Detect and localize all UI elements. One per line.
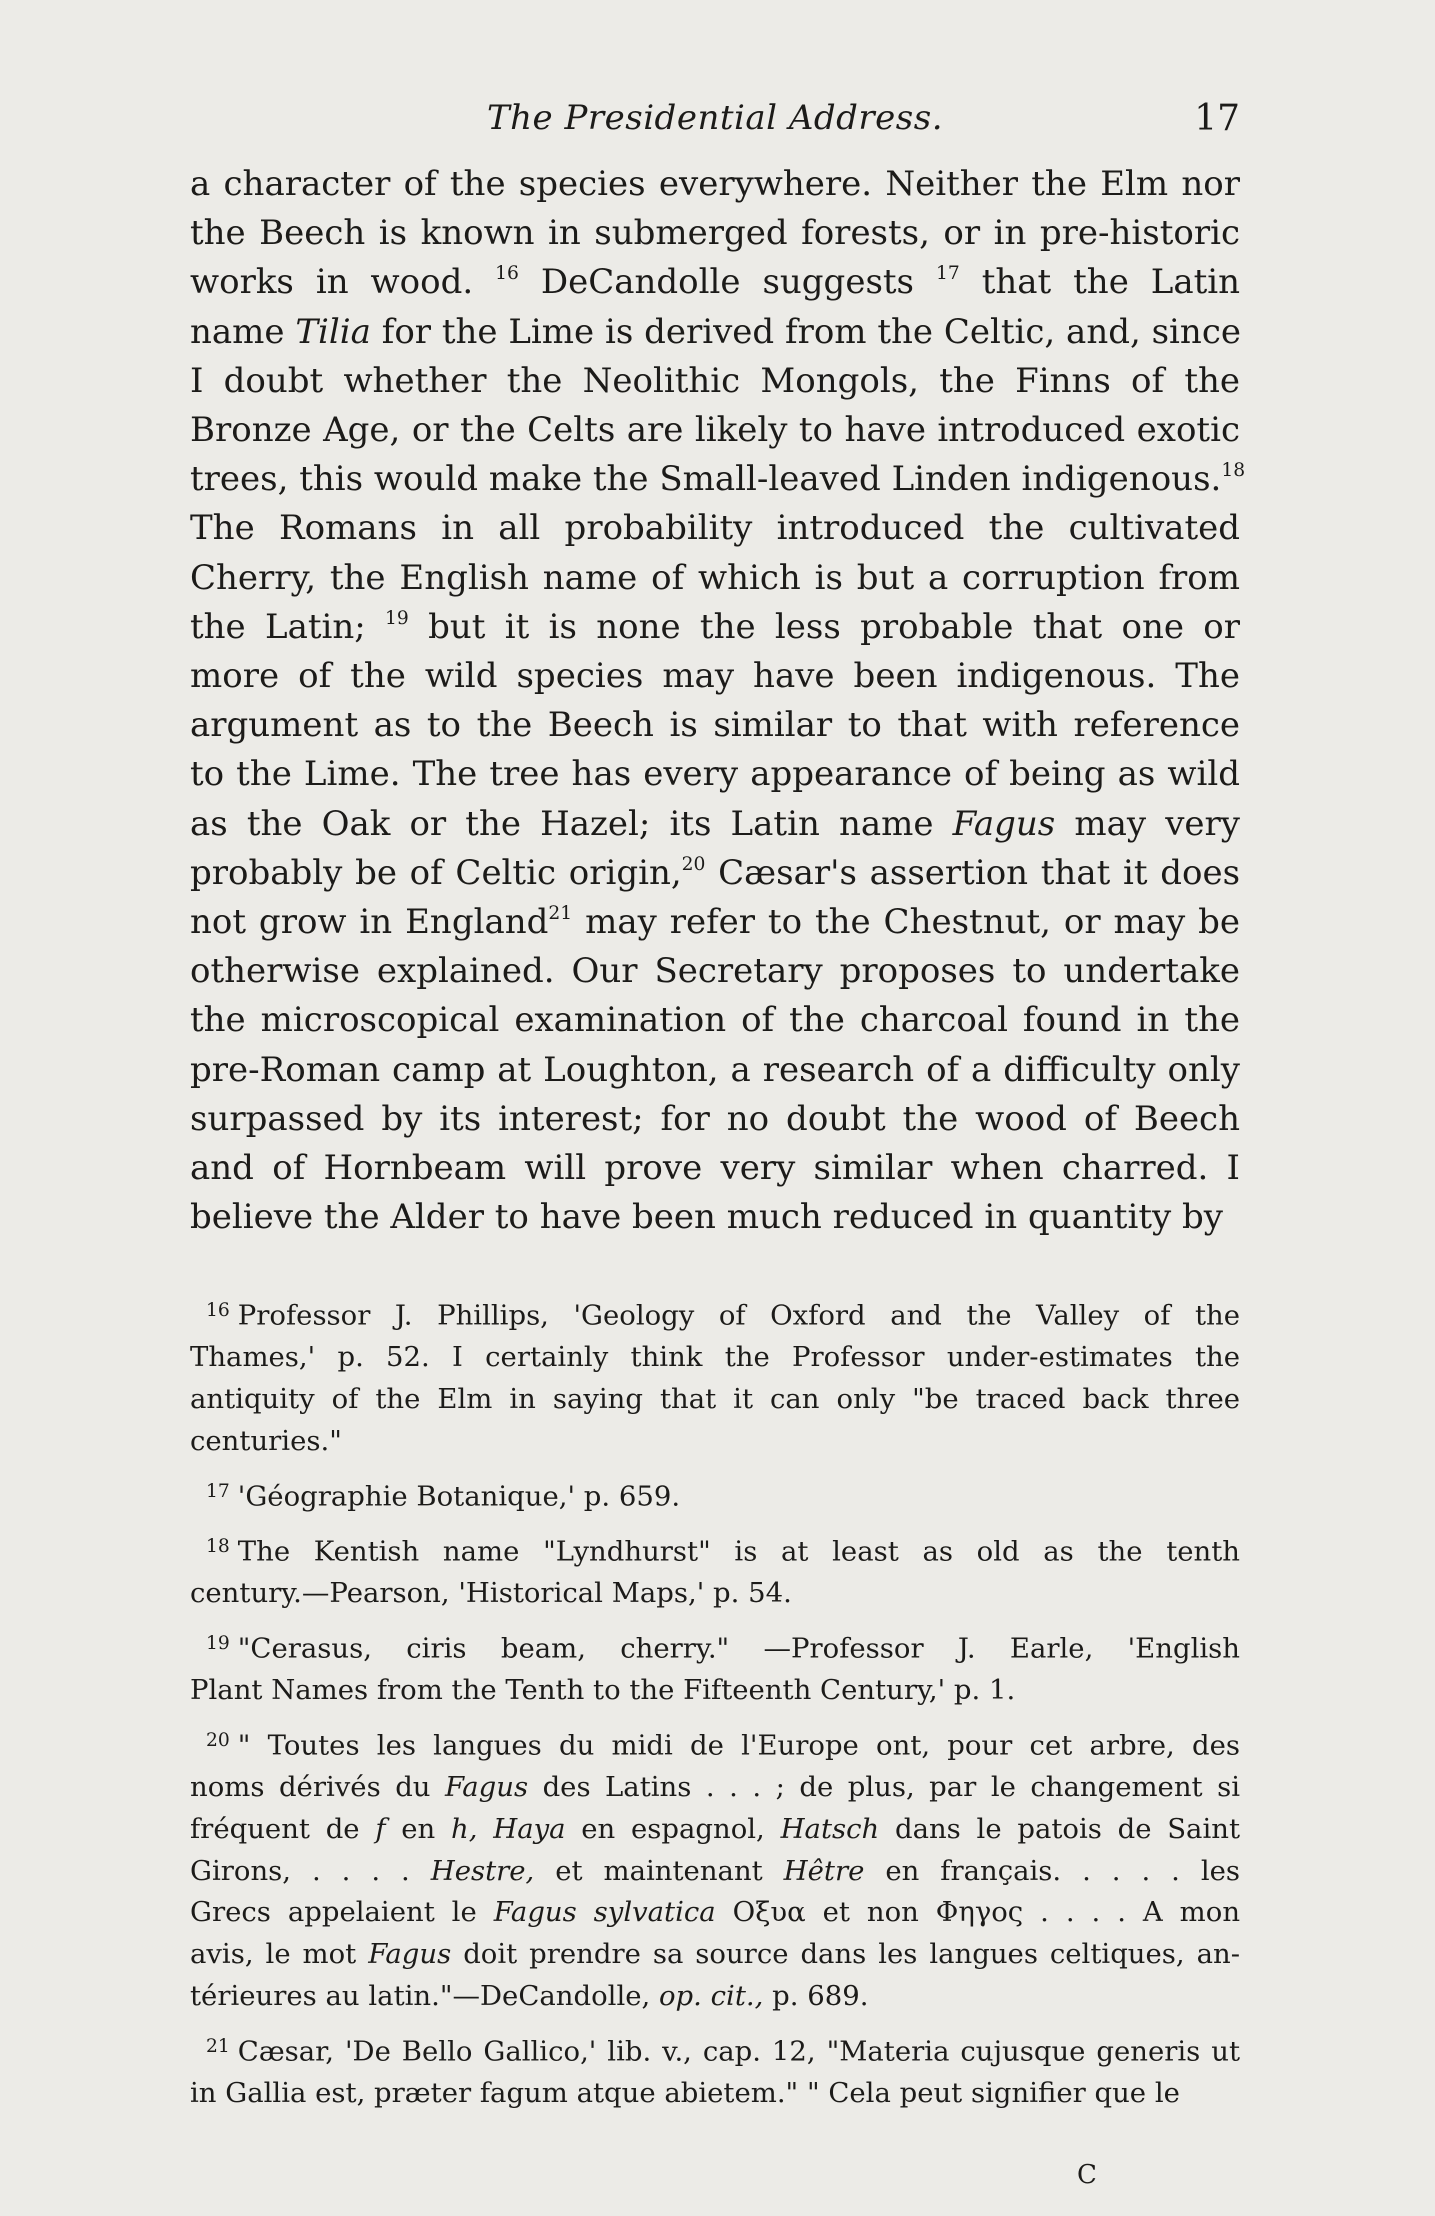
page-header — [190, 98, 1240, 148]
footnote-19: $^{19}$ "Cerasus, ciris beam, cherry." —Professor J. Earle, 'English Plant Names from the Tenth to the Fifteenth Century,' p. 1. — [190, 1632, 1240, 1706]
text-line: works in wood. $^{16}$ DeCandolle suggests $^{17}$ that the Latin — [190, 262, 1241, 303]
text-line: Bronze Age, or the Celts are likely to have introduced exotic — [190, 410, 1240, 451]
text-line: as the Oak or the Hazel; its Latin name Fagus may very — [190, 803, 1240, 844]
footnote-ref: 16 — [495, 263, 519, 285]
text-line: a character of the species everywhere. Neither the Elm nor — [190, 164, 1240, 204]
footnote-ref: 20 — [681, 853, 706, 875]
text-line: and of Hornbeam will prove very similar when charred. I — [190, 1148, 1240, 1189]
footnote-ref: 19 — [385, 607, 409, 629]
text-line: I doubt whether the Neolithic Mongols, the Finns of the — [190, 360, 1240, 401]
page-number: 17 — [1194, 98, 1240, 139]
text-line: the Beech is known in submerged forests, or in pre-historic — [190, 213, 1240, 254]
main-text — [190, 160, 1246, 1242]
footnote-number: 17 — [206, 1480, 230, 1502]
text-line: more of the wild species may have been indigenous. The — [190, 656, 1240, 697]
signature-mark: C — [1077, 2160, 1097, 2190]
running-title: The Presidential Address. — [486, 98, 943, 138]
text-line: trees, this would make the Small-leaved Linden indigenous.$^{18}$ — [190, 459, 1246, 500]
footnote-ref: 17 — [935, 263, 960, 285]
footnote-ref: 18 — [1221, 460, 1246, 482]
footnote-number: 21 — [206, 2035, 230, 2057]
footnote-number: 16 — [206, 1300, 230, 1321]
footnote-number: 19 — [206, 1632, 230, 1654]
footnote-21: $^{21}$ Cæsar, 'De Bello Gallico,' lib. v., cap. 12, "Materia cujusque generis ut in Gallia est, præter fagum atque abietem." " Cela peut signifier que le — [190, 2035, 1240, 2109]
text-line: pre-Roman camp at Loughton, a research of a difficulty only — [190, 1049, 1240, 1090]
footnote-17: $^{17}$ 'Géographie Botanique,' p. 659. — [206, 1480, 681, 1512]
text-line: to the Lime. The tree has every appearance of being as wild — [190, 754, 1240, 795]
text-line: probably be of Celtic origin,$^{20}$ Cæsar's assertion that it does — [190, 852, 1241, 893]
footnote-20: $^{20}$ " Toutes les langues du midi de l'Europe ont, pour cet arbre, des noms dérivés du Fagus des Latins . . . ; de plus, par le changement si fréquent de f en h, Haya en espagnol, Hatsch dans le patois de Saint Girons, . . . . Hestre, et maintenant Hêtre en français. . . . . les Grecs appelaient le Fagus sylvatica Οξυα et non Φηγος . . . . A mon avis, le mot Fagus doit prendre sa source dans les langues celtiques, an- térieures au latin."—DeCandolle, op. cit., p. 689. — [190, 1729, 1241, 2012]
text-line: the Latin; $^{19}$ but it is none the less probable that one or — [190, 606, 1241, 647]
text-line: The Romans in all probability introduced the cultivated — [190, 508, 1240, 549]
footnote-ref: 21 — [548, 903, 573, 925]
footnote-18: $^{18}$ The Kentish name "Lyndhurst" is at least as old as the tenth century.—Pearson, 'Historical Maps,' p. 54. — [190, 1535, 1240, 1609]
text-line: name Tilia for the Lime is derived from the Celtic, and, since — [190, 311, 1241, 352]
text-line: Cherry, the English name of which is but a corruption from — [190, 557, 1240, 598]
footnote-number: 20 — [206, 1729, 230, 1751]
text-line: the microscopical examination of the charcoal found in the — [190, 1000, 1240, 1041]
text-line: not grow in England$^{21}$ may refer to the Chestnut, or may be — [190, 902, 1240, 943]
text-line: argument as to the Beech is similar to that with reference — [190, 705, 1240, 746]
footnotes — [190, 1290, 1240, 2123]
text-line: believe the Alder to have been much reduced in quantity by — [190, 1197, 1223, 1238]
text-line: surpassed by its interest; for no doubt the wood of Beech — [190, 1098, 1240, 1139]
footnote-16: $^{16}$ Professor J. Phillips, 'Geology of Oxford and the Valley of the Thames,' p. 52. I certainly think the Professor under-estimates the antiquity of the Elm in saying that it can only "be traced back three centuries." — [190, 1299, 1240, 1457]
text-line: otherwise explained. Our Secretary proposes to undertake — [190, 951, 1240, 992]
footnote-number: 18 — [206, 1535, 230, 1557]
